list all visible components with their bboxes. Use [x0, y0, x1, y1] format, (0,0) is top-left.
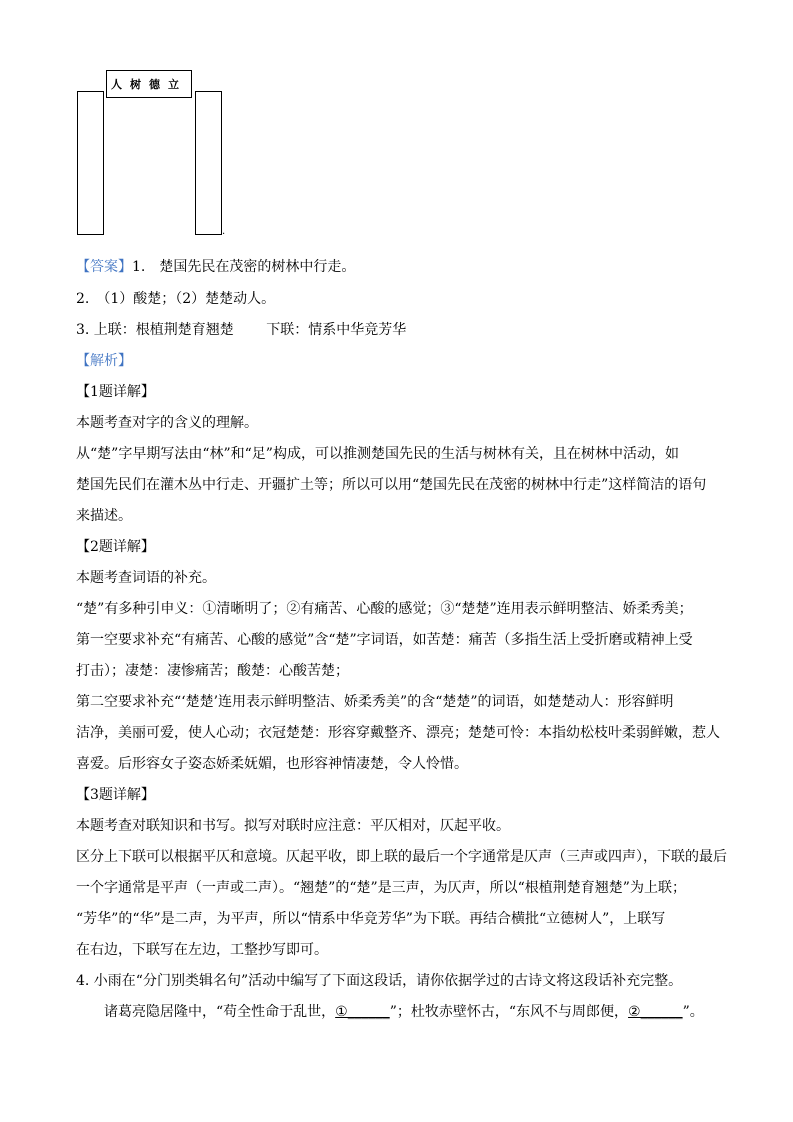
text-span: 【2题详解】	[76, 539, 155, 555]
text-span: 1. 楚国先民在茂密的树林中行走。	[132, 259, 356, 275]
couplet-left-scroll	[77, 91, 104, 235]
text-span: 来描述。	[76, 508, 132, 524]
text-span: 从“楚”字早期写法由“林”和“足”构成，可以推测楚国先民的生活与树林有关，且在树林中活动，如	[76, 446, 679, 462]
text-line	[76, 878, 726, 898]
text-span: 4. 小雨在“分门别类辑名句”活动中编写了下面这段话，请你依据学过的古诗文将这段话补充完整。	[76, 973, 683, 989]
text-line	[76, 754, 726, 774]
text-line	[104, 1002, 754, 1022]
text-span: 【3题详解】	[76, 787, 155, 803]
text-span: 一个字通常是平声（一声或二声）。“翘楚”的“楚”是三声，为仄声，所以“根植荆楚育翘楚”为上联；	[76, 880, 686, 896]
text-span: “楚”有多种引申义：①清晰明了；②有痛苦、心酸的感觉；③“楚楚”连用表示鲜明整洁、娇柔秀美；	[76, 601, 693, 617]
text-line	[76, 320, 726, 340]
section-label: 【解析】	[76, 353, 132, 369]
text-line	[76, 661, 726, 681]
text-line	[76, 537, 726, 557]
text-line	[76, 847, 726, 867]
text-line	[76, 382, 726, 402]
text-span: 喜爱。后形容女子姿态娇柔妩媚，也形容神情凄楚，令人怜惜。	[76, 756, 468, 772]
text-line	[76, 630, 726, 650]
trailing-dot: .	[222, 226, 226, 237]
text-line	[76, 289, 726, 309]
text-line	[76, 971, 726, 991]
text-line	[76, 816, 726, 836]
text-span: 2. （1）酸楚；（2）楚楚动人。	[76, 291, 276, 307]
text-span: “芳华”的“华”是二声，为平声，所以“情系中华竞芳华”为下联。再结合横批“立德树人”，上联写	[76, 911, 666, 927]
text-line	[76, 568, 726, 588]
text-span: 洁净，美丽可爱，使人心动；衣冠楚楚：形容穿戴整齐、漂亮；楚楚可怜：本指幼松枝叶柔弱鲜嫩，惹人	[76, 725, 720, 741]
text-span: 打击）；凄楚：凄惨痛苦；酸楚：心酸苦楚；	[76, 663, 349, 679]
text-line	[76, 940, 726, 960]
answer-blank: ①______	[335, 1004, 390, 1020]
couplet-right-scroll	[195, 91, 222, 235]
text-span: 第二空要求补充“‘楚楚’连用表示鲜明整洁、娇柔秀美”的含“楚楚”的词语，如楚楚动人：形容鲜明	[76, 694, 674, 710]
text-span: 区分上下联可以根据平仄和意境。仄起平收，即上联的最后一个字通常是仄声（三声或四声），下联的最后	[76, 849, 727, 865]
text-span: 第一空要求补充“有痛苦、心酸的感觉”含“楚”字词语，如苦楚：痛苦（多指生活上受折磨或精神上受	[76, 632, 693, 648]
text-span: 【1题详解】	[76, 384, 155, 400]
text-line	[76, 692, 726, 712]
text-span: 本题考查对联知识和书写。拟写对联时应注意：平仄相对，仄起平收。	[76, 818, 510, 834]
text-span: 本题考查对字的含义的理解。	[76, 415, 258, 431]
section-label: 【答案】	[76, 259, 132, 275]
text-span: 在右边，下联写在左边，工整抄写即可。	[76, 942, 328, 958]
text-line	[76, 413, 726, 433]
text-line	[76, 723, 726, 743]
answer-blank: ②______	[628, 1004, 683, 1020]
text-span: 诸葛亮隐居隆中，“苟全性命于乱世，	[104, 1004, 336, 1020]
text-line	[76, 599, 726, 619]
text-span: 楚国先民们在灌木丛中行走、开疆扩土等；所以可以用“楚国先民在茂密的树林中行走”这样简洁的语句	[76, 477, 707, 493]
text-line	[76, 444, 726, 464]
text-line	[76, 506, 726, 526]
text-line	[76, 785, 726, 805]
text-span: 本题考查词语的补充。	[76, 570, 216, 586]
text-line	[76, 475, 726, 495]
text-span: ”。	[682, 1004, 704, 1020]
text-span: ”；杜牧赤壁怀古，“东风不与周郎便，	[389, 1004, 629, 1020]
couplet-banner: 人树德立	[106, 70, 192, 98]
couplet-diagram	[0, 0, 793, 250]
text-line	[76, 909, 726, 929]
text-span: 3. 上联：根植荆楚育翘楚 下联：情系中华竞芳华	[76, 322, 407, 338]
text-line	[76, 351, 726, 371]
text-line	[76, 257, 726, 277]
